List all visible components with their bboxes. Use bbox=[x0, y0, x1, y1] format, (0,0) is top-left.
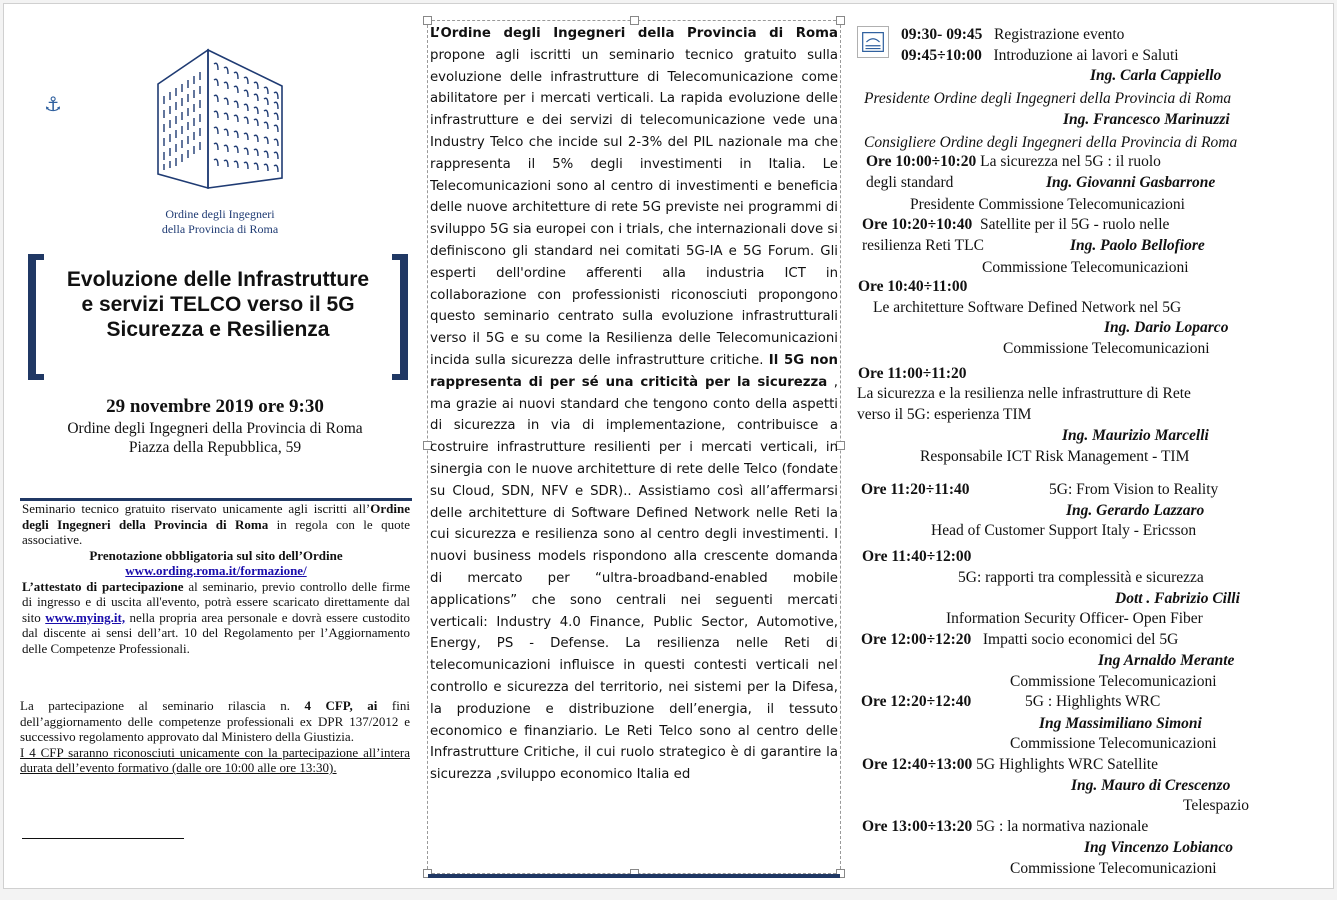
time-slot: 09:45÷10:00 bbox=[901, 47, 982, 64]
org-caption-line: della Provincia di Roma bbox=[161, 222, 279, 236]
session-title: Introduzione ai lavori e Saluti bbox=[993, 47, 1179, 64]
text: La partecipazione al seminario rilascia n. bbox=[20, 698, 305, 713]
image-placeholder-icon[interactable] bbox=[857, 26, 889, 58]
time-slot: Ore 10:20÷10:40 bbox=[862, 216, 973, 233]
speaker-role: Commissione Telecomunicazioni bbox=[1010, 673, 1217, 690]
left-bracket bbox=[28, 254, 44, 380]
speaker-name: Ing Massimiliano Simoni bbox=[1039, 715, 1202, 732]
text: al seminario, previo controllo delle firme di ingresso e di uscita all'evento, potrà essere scaricato direttamente dal sito bbox=[22, 578, 410, 625]
registration-link[interactable]: www.ording.roma.it/formazione/ bbox=[125, 563, 307, 578]
session-title: Le architetture Software Defined Network nel 5G bbox=[873, 299, 1182, 316]
highlight-statement: Il 5G non rappresenta di per sé una criticità per la sicurezza bbox=[430, 352, 838, 390]
title-line: Sicurezza e Resilienza bbox=[106, 318, 330, 341]
title-box bbox=[28, 254, 408, 384]
speaker-name: Ing. Dario Loparco bbox=[1104, 319, 1229, 336]
program-row bbox=[862, 236, 1205, 256]
speaker-name: Ing Vincenzo Lobianco bbox=[1084, 839, 1233, 856]
speaker-role: Presidente Ordine degli Ingegneri della Provincia di Roma bbox=[864, 90, 1232, 107]
column-bottom-bar bbox=[428, 874, 840, 878]
session-title: verso il 5G: esperienza TIM bbox=[857, 406, 1032, 423]
session-title: resilienza Reti TLC bbox=[862, 237, 984, 254]
org-name: Ordine degli Ingegneri della Provincia di Roma bbox=[22, 501, 410, 532]
session-title: La sicurezza nel 5G : il ruolo bbox=[980, 153, 1161, 170]
session-title: Satellite per il 5G - ruolo nelle bbox=[980, 216, 1170, 233]
session-title: La sicurezza e la resilienza nelle infrastrutture di Rete bbox=[857, 385, 1191, 402]
cfp-count: 4 CFP, ai bbox=[304, 698, 378, 713]
org-name: L’Ordine degli Ingegneri della Provincia di Roma bbox=[430, 26, 838, 41]
speaker-role: Presidente Commissione Telecomunicazioni bbox=[910, 196, 1185, 213]
time-slot: Ore 12:20÷12:40 bbox=[861, 693, 972, 710]
program-row bbox=[861, 480, 1219, 500]
program-row bbox=[862, 755, 1158, 775]
program-row bbox=[866, 152, 1161, 172]
session-title: Registrazione evento bbox=[994, 26, 1125, 43]
speaker-role: Commissione Telecomunicazioni bbox=[1010, 735, 1217, 752]
program-row bbox=[862, 817, 1148, 837]
text: in regola con le quote associative. bbox=[22, 516, 410, 547]
seminar-paragraph bbox=[22, 501, 410, 548]
venue-line: Ordine degli Ingegneri della Provincia di Roma bbox=[67, 420, 363, 437]
time-slot: 09:30- 09:45 bbox=[901, 26, 983, 43]
speaker-role: Consigliere Ordine degli Ingegneri della Provincia di Roma bbox=[864, 134, 1238, 151]
time-slot: Ore 12:00÷12:20 bbox=[861, 631, 972, 648]
venue-line: Piazza della Repubblica, 59 bbox=[128, 439, 302, 456]
speaker-role: Head of Customer Support Italy - Ericsson bbox=[931, 522, 1197, 539]
time-slot: Ore 11:00÷11:20 bbox=[858, 365, 967, 382]
footnote-line bbox=[22, 838, 184, 839]
program-row bbox=[861, 692, 1161, 712]
speaker-name: Ing. Francesco Marinuzzi bbox=[1063, 111, 1230, 128]
session-title: 5G : la normativa nazionale bbox=[976, 818, 1149, 835]
text: Seminario tecnico gratuito riservato unicamente agli iscritti all’ bbox=[22, 501, 371, 516]
speaker-role: Responsabile ICT Risk Management - TIM bbox=[920, 448, 1190, 465]
event-date: 29 novembre 2019 ore 9:30 bbox=[106, 396, 324, 417]
speaker-name: Ing. Gerardo Lazzaro bbox=[1066, 502, 1205, 519]
time-slot: Ore 13:00÷13:20 bbox=[862, 818, 973, 835]
program-row bbox=[861, 630, 1178, 650]
time-slot: Ore 10:00÷10:20 bbox=[866, 153, 977, 170]
org-caption bbox=[130, 207, 310, 237]
registration-notice: Prenotazione obbligatoria sul sito dell’Ordine bbox=[89, 547, 343, 563]
time-slot: Ore 12:40÷13:00 bbox=[862, 756, 973, 773]
session-title: 5G: From Vision to Reality bbox=[1049, 481, 1219, 498]
certificate-paragraph bbox=[22, 579, 410, 657]
speaker-role: Information Security Officer- Open Fiber bbox=[946, 610, 1203, 627]
speaker-name: Ing. Carla Cappiello bbox=[1090, 67, 1222, 84]
speaker-name: Ing. Paolo Bellofiore bbox=[1070, 237, 1205, 254]
program-row bbox=[866, 173, 1216, 193]
seminar-notes bbox=[22, 501, 410, 656]
speaker-name: Ing. Giovanni Gasbarrone bbox=[1046, 174, 1216, 191]
session-title: 5G: rapporti tra complessità e sicurezza bbox=[958, 569, 1204, 586]
certificate-label: L’attestato di partecipazione bbox=[22, 578, 184, 594]
speaker-role: Telespazio bbox=[1183, 797, 1250, 814]
mying-link[interactable]: www.mying.it, bbox=[45, 609, 126, 625]
session-title: 5G : Highlights WRC bbox=[1025, 693, 1161, 710]
right-bracket bbox=[392, 254, 408, 380]
time-slot: Ore 11:20÷11:40 bbox=[861, 481, 970, 498]
text: , ma grazie ai nuovi standard che tengono conto della aspetti di sicurezza in via di implementazione, contribuisce a costruire infrastrutture resilienti per i mercati verticali, in sinergia con le nuove architetture di rete delle Telco (fondate su Cloud, SDN, NFV e SDR).. Assistiamo così all’affermarsi delle architetture di Software Defined Network nelle Reti la cui sicurezza e resilienza sono al centro degli investimenti. I nuovi business models rispondono alla crescente domanda di mercato per “ultra-broadband-enabled mobile applications” che sono centrali nei seguenti mercati verticali: Industry 4.0 Finance, Public Sector, Automotive, Energy, PS - Defense. La resilienza nelle Reti di telecomunicazioni influisce in questi contesti verticali nel controllo e sicurezza del territorio, nei sistemi per la Difesa, la produzione e distribuzione dell’energia, il tessuto economico e finanziario. Le Reti Telco sono al centro delle Infrastrutture Critiche, il cui ruolo strategico è di garantire la sicurezza ,sviluppo economico Italia ed bbox=[430, 374, 838, 783]
speaker-role: Commissione Telecomunicazioni bbox=[982, 259, 1189, 276]
speaker-name: Ing Arnaldo Merante bbox=[1098, 652, 1235, 669]
program-row bbox=[901, 25, 1124, 45]
credits-condition: I 4 CFP saranno riconosciuti unicamente con la partecipazione all’intera durata dell’evento formativo (dalle ore 10:00 alle ore 13:30). bbox=[20, 744, 410, 775]
program-row bbox=[901, 46, 1179, 66]
org-caption-line: Ordine degli Ingegneri bbox=[165, 207, 275, 221]
text: propone agli iscritti un seminario tecnico gratuito sulla evoluzione delle infrastrutture di Telecomunicazione come abilitatore per i mercati verticali. La rapida evoluzione delle infrastrutture e dei servizi di telecomunicazione vede una Industry Telco che incide sul 2-3% del PIL nazionale ma che rappresenta il 5% degli investimenti in Italia. Le Telecomunicazioni sono al centro di investimenti e beneficia delle nuove architetture di rete 5G previste nei programmi di sviluppo 5G sia europei con i trials, che internazionali dove si definiscono gli standard nei comitati 5G-IA e 5G Forum. Gli esperti dell'ordine afferenti alla industria ICT in collaborazione con professionisti riconosciuti propongono questo seminario centrato sulla evoluzione infrastrutturali verso il 5G e su come la Resilienza delle Telecomunicazioni incida sulla sicurezza delle infrastrutture critiche. bbox=[430, 47, 838, 368]
speaker-name: Ing. Mauro di Crescenzo bbox=[1071, 777, 1231, 794]
session-title: degli standard bbox=[866, 174, 954, 191]
credits-paragraph bbox=[20, 698, 410, 745]
time-slot: Ore 11:40÷12:00 bbox=[862, 548, 972, 565]
title-line: e servizi TELCO verso il 5G bbox=[81, 293, 355, 316]
session-title: Impatti socio economici del 5G bbox=[982, 631, 1179, 648]
building-logo-icon bbox=[150, 46, 290, 192]
session-title: 5G Highlights WRC Satellite bbox=[976, 756, 1158, 773]
seminar-description[interactable] bbox=[430, 23, 838, 869]
title-line: Evoluzione delle Infrastrutture bbox=[66, 268, 370, 291]
program-row bbox=[862, 215, 1169, 235]
text: fini dell’aggiornamento delle competenze professionali ex DPR 137/2012 e successivo regolamento approvato dal Ministero della Giustizia. bbox=[20, 698, 410, 744]
speaker-role: Commissione Telecomunicazioni bbox=[1003, 340, 1210, 357]
text: nella propria area personale e dovrà essere custodito dal discente ai sensi dell’art. 10 del Regolamento per l’Aggiornamento delle Competenze Professionali. bbox=[22, 609, 410, 656]
registration-link-row bbox=[22, 563, 410, 579]
event-venue bbox=[20, 419, 410, 457]
speaker-name: Ing. Maurizio Marcelli bbox=[1062, 427, 1209, 444]
anchor-icon[interactable]: ⚓ bbox=[44, 92, 62, 116]
speaker-name: Dott . Fabrizio Cilli bbox=[1115, 590, 1240, 607]
cfp-credits bbox=[20, 698, 410, 776]
speaker-role: Commissione Telecomunicazioni bbox=[1010, 860, 1217, 877]
event-title bbox=[44, 267, 392, 342]
time-slot: Ore 10:40÷11:00 bbox=[858, 278, 968, 295]
